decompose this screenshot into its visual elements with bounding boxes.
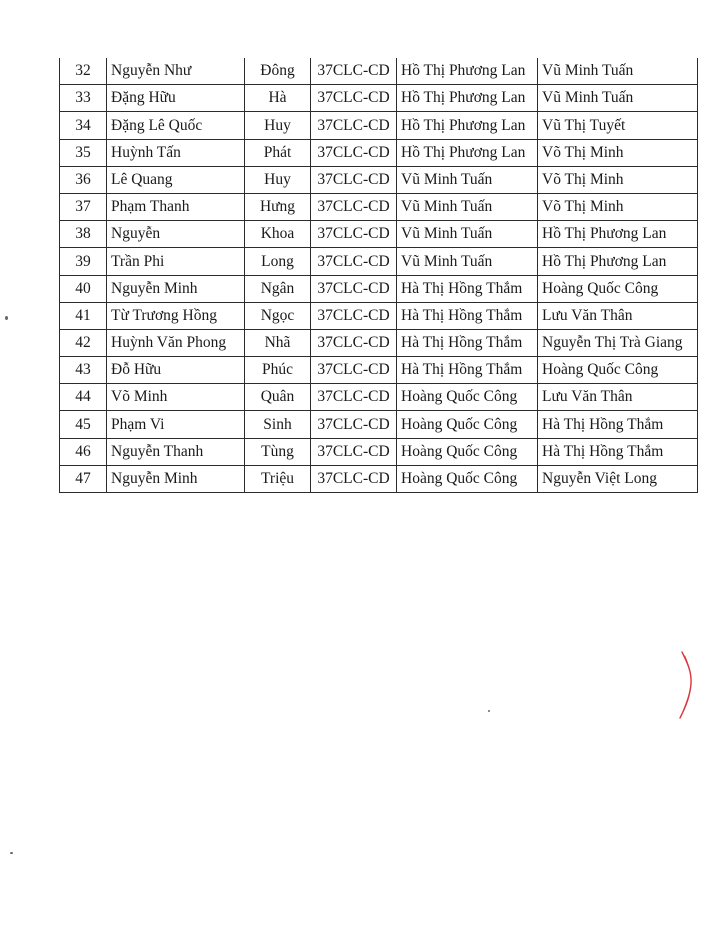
row-number: 46 xyxy=(60,438,107,465)
row-number: 38 xyxy=(60,221,107,248)
reviewer-cell: Lưu Văn Thân xyxy=(538,302,698,329)
reviewer-cell: Hà Thị Hồng Thắm xyxy=(538,438,698,465)
surname-cell: Đặng Lê Quốc xyxy=(107,112,245,139)
table-row xyxy=(60,384,698,411)
class-code-cell: 37CLC-CD xyxy=(311,58,397,85)
instructor-cell: Vũ Minh Tuấn xyxy=(397,248,538,275)
row-number: 47 xyxy=(60,465,107,492)
row-number: 44 xyxy=(60,384,107,411)
given-name-cell: Hà xyxy=(245,85,311,112)
class-code-cell: 37CLC-CD xyxy=(311,411,397,438)
instructor-cell: Vũ Minh Tuấn xyxy=(397,193,538,220)
given-name-cell: Phát xyxy=(245,139,311,166)
given-name-cell: Tùng xyxy=(245,438,311,465)
surname-cell: Nguyễn Thanh xyxy=(107,438,245,465)
row-number: 36 xyxy=(60,166,107,193)
instructor-cell: Hồ Thị Phương Lan xyxy=(397,85,538,112)
class-code-cell: 37CLC-CD xyxy=(311,166,397,193)
surname-cell: Nguyễn xyxy=(107,221,245,248)
given-name-cell: Ngọc xyxy=(245,302,311,329)
surname-cell: Nguyễn Minh xyxy=(107,275,245,302)
roster-body xyxy=(60,58,698,493)
table-row xyxy=(60,302,698,329)
class-code-cell: 37CLC-CD xyxy=(311,275,397,302)
reviewer-cell: Hồ Thị Phương Lan xyxy=(538,248,698,275)
instructor-cell: Hồ Thị Phương Lan xyxy=(397,139,538,166)
given-name-cell: Sinh xyxy=(245,411,311,438)
table-row xyxy=(60,112,698,139)
table-row xyxy=(60,58,698,85)
class-code-cell: 37CLC-CD xyxy=(311,302,397,329)
class-code-cell: 37CLC-CD xyxy=(311,221,397,248)
reviewer-cell: Hoàng Quốc Công xyxy=(538,357,698,384)
table-row xyxy=(60,139,698,166)
class-code-cell: 37CLC-CD xyxy=(311,193,397,220)
reviewer-cell: Vũ Thị Tuyết xyxy=(538,112,698,139)
table-row xyxy=(60,166,698,193)
surname-cell: Phạm Thanh xyxy=(107,193,245,220)
reviewer-cell: Võ Thị Minh xyxy=(538,139,698,166)
given-name-cell: Huy xyxy=(245,166,311,193)
reviewer-cell: Nguyễn Thị Trà Giang xyxy=(538,329,698,356)
instructor-cell: Hoàng Quốc Công xyxy=(397,438,538,465)
table-row xyxy=(60,193,698,220)
scan-speck xyxy=(10,852,13,854)
instructor-cell: Vũ Minh Tuấn xyxy=(397,221,538,248)
surname-cell: Võ Minh xyxy=(107,384,245,411)
instructor-cell: Vũ Minh Tuấn xyxy=(397,166,538,193)
row-number: 34 xyxy=(60,112,107,139)
reviewer-cell: Lưu Văn Thân xyxy=(538,384,698,411)
surname-cell: Nguyễn Như xyxy=(107,58,245,85)
class-code-cell: 37CLC-CD xyxy=(311,329,397,356)
surname-cell: Trần Phi xyxy=(107,248,245,275)
table-row xyxy=(60,221,698,248)
reviewer-cell: Vũ Minh Tuấn xyxy=(538,85,698,112)
instructor-cell: Hà Thị Hồng Thắm xyxy=(397,302,538,329)
given-name-cell: Đông xyxy=(245,58,311,85)
given-name-cell: Triệu xyxy=(245,465,311,492)
given-name-cell: Huy xyxy=(245,112,311,139)
surname-cell: Huỳnh Tấn xyxy=(107,139,245,166)
surname-cell: Từ Trương Hồng xyxy=(107,302,245,329)
table-row xyxy=(60,275,698,302)
instructor-cell: Hoàng Quốc Công xyxy=(397,384,538,411)
row-number: 33 xyxy=(60,85,107,112)
reviewer-cell: Vũ Minh Tuấn xyxy=(538,58,698,85)
reviewer-cell: Võ Thị Minh xyxy=(538,166,698,193)
class-code-cell: 37CLC-CD xyxy=(311,248,397,275)
instructor-cell: Hà Thị Hồng Thắm xyxy=(397,357,538,384)
given-name-cell: Phúc xyxy=(245,357,311,384)
table-row xyxy=(60,248,698,275)
reviewer-cell: Võ Thị Minh xyxy=(538,193,698,220)
table-row xyxy=(60,329,698,356)
reviewer-cell: Hồ Thị Phương Lan xyxy=(538,221,698,248)
row-number: 45 xyxy=(60,411,107,438)
row-number: 43 xyxy=(60,357,107,384)
class-code-cell: 37CLC-CD xyxy=(311,112,397,139)
surname-cell: Phạm Vi xyxy=(107,411,245,438)
given-name-cell: Nhã xyxy=(245,329,311,356)
class-code-cell: 37CLC-CD xyxy=(311,465,397,492)
given-name-cell: Ngân xyxy=(245,275,311,302)
instructor-cell: Hà Thị Hồng Thắm xyxy=(397,329,538,356)
surname-cell: Đặng Hữu xyxy=(107,85,245,112)
instructor-cell: Hà Thị Hồng Thắm xyxy=(397,275,538,302)
row-number: 39 xyxy=(60,248,107,275)
instructor-cell: Hồ Thị Phương Lan xyxy=(397,112,538,139)
table-row xyxy=(60,411,698,438)
row-number: 41 xyxy=(60,302,107,329)
instructor-cell: Hồ Thị Phương Lan xyxy=(397,58,538,85)
table-row xyxy=(60,438,698,465)
reviewer-cell: Nguyễn Việt Long xyxy=(538,465,698,492)
row-number: 42 xyxy=(60,329,107,356)
table-row xyxy=(60,85,698,112)
given-name-cell: Khoa xyxy=(245,221,311,248)
instructor-cell: Hoàng Quốc Công xyxy=(397,411,538,438)
given-name-cell: Quân xyxy=(245,384,311,411)
row-number: 40 xyxy=(60,275,107,302)
given-name-cell: Hưng xyxy=(245,193,311,220)
surname-cell: Huỳnh Văn Phong xyxy=(107,329,245,356)
surname-cell: Lê Quang xyxy=(107,166,245,193)
row-number: 37 xyxy=(60,193,107,220)
scan-speck xyxy=(5,316,8,320)
surname-cell: Nguyễn Minh xyxy=(107,465,245,492)
table-row xyxy=(60,357,698,384)
scan-speck xyxy=(488,710,490,712)
row-number: 35 xyxy=(60,139,107,166)
class-code-cell: 37CLC-CD xyxy=(311,384,397,411)
surname-cell: Đỗ Hữu xyxy=(107,357,245,384)
class-code-cell: 37CLC-CD xyxy=(311,438,397,465)
given-name-cell: Long xyxy=(245,248,311,275)
reviewer-cell: Hà Thị Hồng Thắm xyxy=(538,411,698,438)
table-row xyxy=(60,465,698,492)
class-code-cell: 37CLC-CD xyxy=(311,139,397,166)
student-roster-table xyxy=(59,58,698,493)
class-code-cell: 37CLC-CD xyxy=(311,357,397,384)
row-number: 32 xyxy=(60,58,107,85)
instructor-cell: Hoàng Quốc Công xyxy=(397,465,538,492)
red-pen-mark xyxy=(672,650,698,722)
reviewer-cell: Hoàng Quốc Công xyxy=(538,275,698,302)
class-code-cell: 37CLC-CD xyxy=(311,85,397,112)
